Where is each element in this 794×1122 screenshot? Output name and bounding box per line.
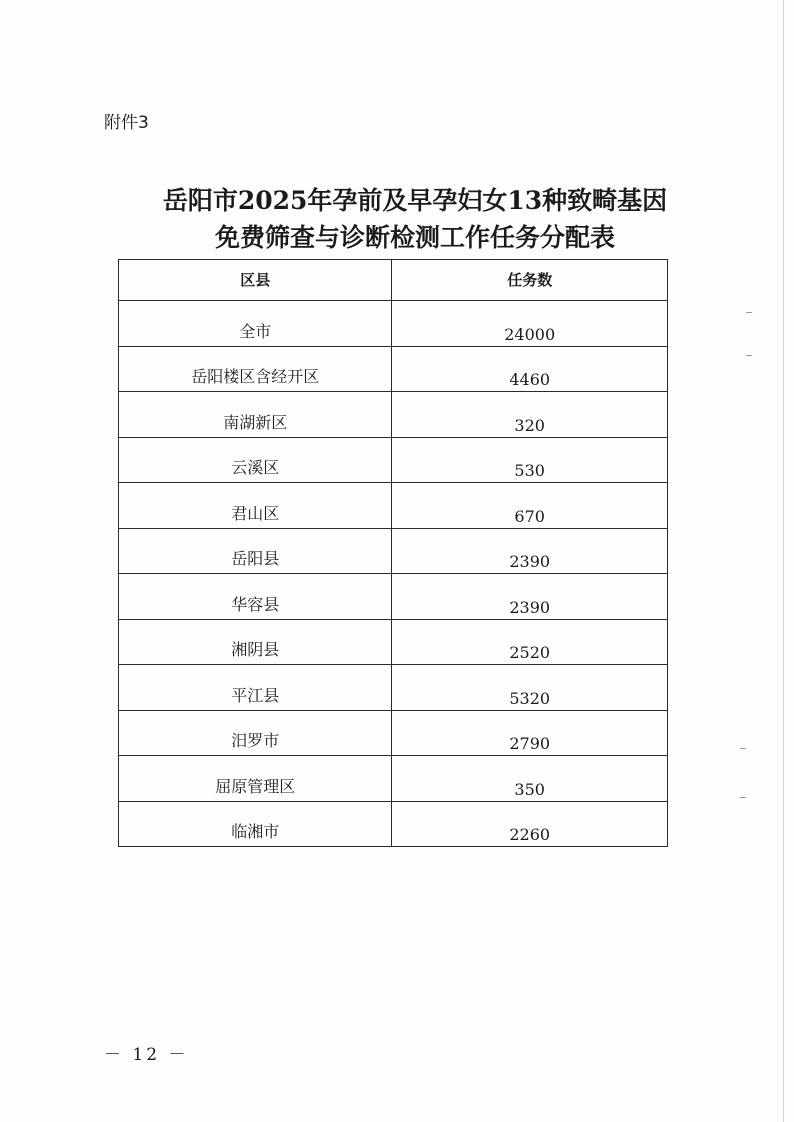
district-cell: 平江县 [119,665,392,711]
task-count-cell: 350 [392,756,668,802]
attachment-label: 附件3 [104,113,149,133]
table-header-row [119,260,668,301]
title-line-1: 岳阳市2025年孕前及早孕妇女13种致畸基因 [162,186,668,215]
table-row [119,346,668,392]
page-edge [783,0,784,1122]
district-cell: 云溪区 [119,437,392,483]
task-count-cell: 2790 [392,710,668,756]
table-row [119,392,668,438]
task-count-cell: 670 [392,483,668,529]
table-row [119,437,668,483]
table-row [119,619,668,665]
header-district: 区县 [119,260,392,301]
table-row [119,756,668,802]
task-count-cell: 320 [392,392,668,438]
district-cell: 南湖新区 [119,392,392,438]
scan-mark [740,748,746,749]
table-row [119,801,668,847]
header-task-count: 任务数 [392,260,668,301]
table-row [119,710,668,756]
document-title [100,182,730,256]
district-cell: 华容县 [119,574,392,620]
title-line-2: 免费筛查与诊断检测工作任务分配表 [214,223,615,252]
scan-mark [740,797,746,798]
task-count-cell: 5320 [392,665,668,711]
table-row [119,665,668,711]
district-cell: 汨罗市 [119,710,392,756]
task-count-cell: 2390 [392,574,668,620]
district-cell: 湘阴县 [119,619,392,665]
table-row [119,301,668,347]
task-count-cell: 2520 [392,619,668,665]
page-number: － 12 － [104,1045,189,1065]
task-count-cell: 24000 [392,301,668,347]
district-cell: 全市 [119,301,392,347]
task-allocation-table [118,259,668,847]
district-cell: 岳阳县 [119,528,392,574]
scan-mark [746,312,752,313]
task-count-cell: 2390 [392,528,668,574]
task-count-cell: 530 [392,437,668,483]
table-row [119,483,668,529]
task-count-cell: 2260 [392,801,668,847]
district-cell: 君山区 [119,483,392,529]
table-row [119,574,668,620]
task-count-cell: 4460 [392,346,668,392]
district-cell: 临湘市 [119,801,392,847]
district-cell: 屈原管理区 [119,756,392,802]
table-row [119,528,668,574]
scan-mark [746,355,752,356]
district-cell: 岳阳楼区含经开区 [119,346,392,392]
